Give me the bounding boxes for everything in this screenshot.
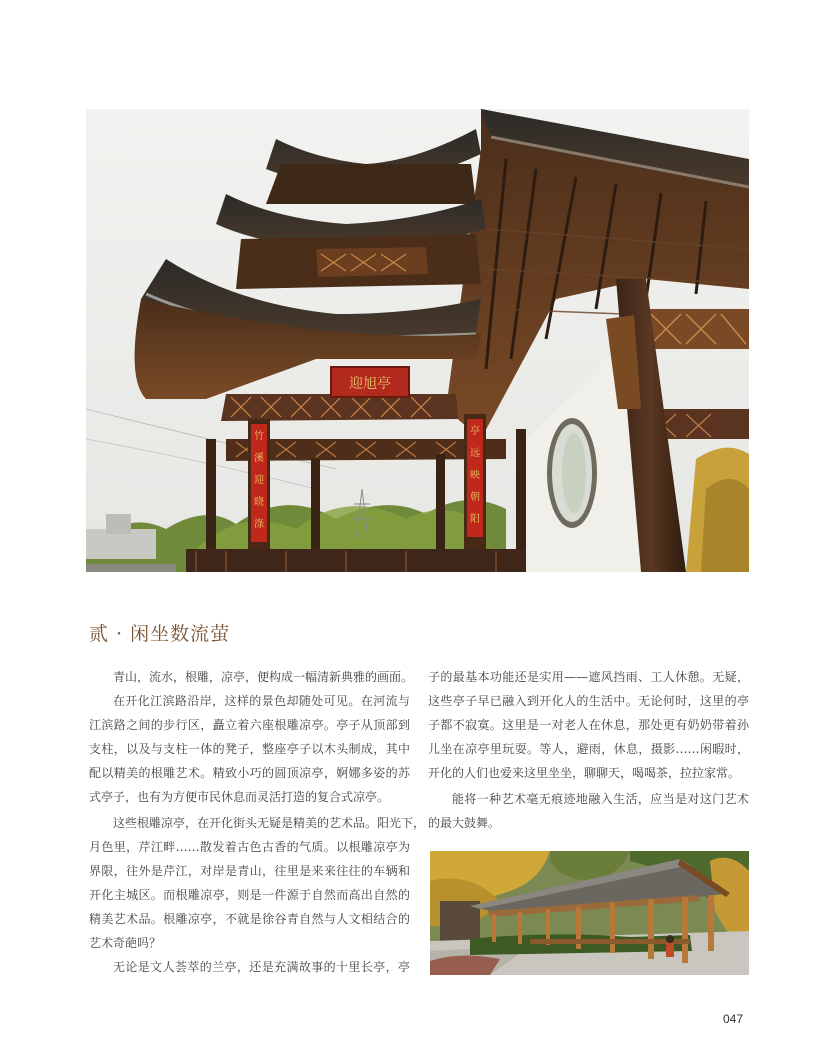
text-line: 无论是文人荟萃的兰亭，还是充满故事的十里长亭，亭 (113, 960, 410, 974)
couplet-left: 竹溪迎晓涤 (254, 431, 264, 530)
text-line: 子的最基本功能还是实用——遮风挡雨、工人休憩。无疑， (428, 670, 749, 684)
text-line: 这些亭子早已融入到开化人的生活中。无论何时，这里的亭 (428, 694, 749, 708)
pavilion-photo (86, 109, 749, 572)
text-line: 江滨路之间的步行区，矗立着六座根雕凉亭。亭子从顶部到 (89, 718, 410, 732)
text-line: 精美艺术品。根雕凉亭，不就是徐谷青自然与人文相结合的 (89, 912, 410, 926)
corridor-pavilion-photo (430, 851, 749, 975)
text-line: 这些根雕凉亭，在开化街头无疑是精美的艺术品。阳光下， (113, 816, 426, 830)
text-line: 的最大鼓舞。 (428, 816, 501, 830)
text-line: 式亭子，也有为方便市民休息而灵活打造的复合式凉亭。 (89, 790, 390, 804)
text-line: 艺术奇葩吗？ (89, 936, 162, 950)
plaque-text: 迎旭亭 (349, 376, 391, 392)
text-line: 在开化江滨路沿岸，这样的景色却随处可见。在河流与 (113, 694, 410, 708)
text-line: 支柱，以及与支柱一体的凳子，整座亭子以木头制成，其中 (89, 742, 410, 756)
text-line: 青山，流水，根雕，凉亭，便构成一幅清新典雅的画面。 (113, 670, 414, 684)
text-line: 子都不寂寞。这里是一对老人在休息，那处更有奶奶带着孙 (428, 718, 749, 732)
section-heading: 贰 · 闲坐数流萤 (89, 623, 231, 645)
text-line: 开化的人们也爱来这里坐坐，聊聊天，喝喝茶，拉拉家常。 (428, 766, 741, 780)
couplet-right: 亭远映朝阳 (470, 426, 480, 525)
text-line: 月色里，芹江畔……散发着古色古香的气质。以根雕凉亭为 (89, 840, 410, 854)
text-line: 儿坐在凉亭里玩耍。等人，避雨，休息，摄影……闲暇时， (428, 742, 749, 756)
text-line: 界限，往外是芹江，对岸是青山，往里是来来往往的车辆和 (89, 864, 410, 878)
page-number: 047 (723, 1012, 744, 1026)
text-line: 开化主城区。而根雕凉亭，则是一件源于自然而高出自然的 (89, 888, 410, 902)
text-line: 配以精美的根雕艺术。精致小巧的圆顶凉亭，婀娜多姿的苏 (89, 766, 410, 780)
text-line: 能将一种艺术毫无痕迹地融入生活，应当是对这门艺术 (452, 792, 749, 806)
